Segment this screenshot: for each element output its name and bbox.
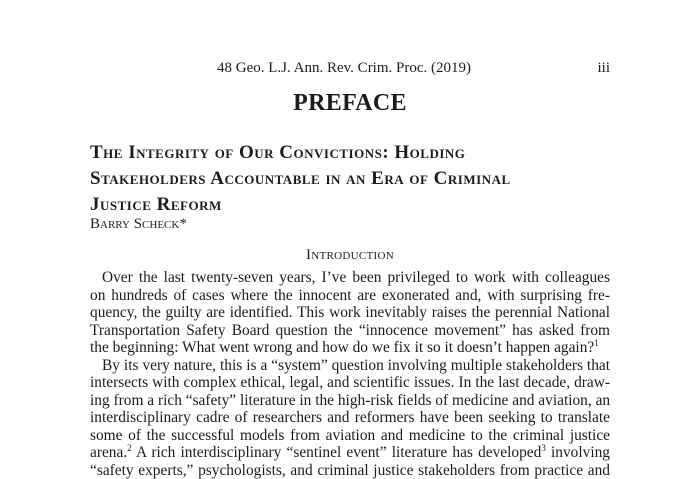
body-text	[90, 269, 610, 479]
text-line: some of the successful models from aviation and medicine to the criminal justice	[90, 427, 610, 445]
article-title-line: Justice Reform	[90, 192, 610, 218]
text-line: intersects with complex ethical, legal, and scientific issues. In the last decade, draw-	[90, 374, 610, 392]
paragraph	[90, 269, 610, 357]
text-line: Over the last twenty-seven years, I’ve been privileged to work with colleagues	[90, 269, 610, 287]
article-title-line: Stakeholders Accountable in an Era of Criminal	[90, 166, 610, 192]
text-line: interdisciplinary cadre of researchers and reformers have been seeking to translate	[90, 409, 610, 427]
article-title	[90, 140, 610, 218]
text-line: Transportation Safety Board question the “innocence movement” has asked from	[90, 322, 610, 340]
text-line: “safety experts,” psychologists, and criminal justice stakeholders from practice and	[90, 462, 610, 479]
text-span: the beginning: What went wrong and how do we fix it so it doesn’t happen again?	[90, 339, 594, 356]
preface-title: PREFACE	[90, 88, 610, 118]
article-title-line: The Integrity of Our Convictions: Holding	[90, 140, 610, 166]
text-line	[90, 444, 610, 462]
footnote-marker[interactable]: 1	[594, 338, 599, 348]
author-name: Barry Scheck*	[90, 215, 187, 233]
text-line	[90, 339, 610, 357]
text-line: on hundreds of cases where the innocent are exonerated and, with surprising fre-	[90, 287, 610, 305]
text-line: ing from a rich “safety” literature in the high-risk fields of medicine and aviation, an	[90, 392, 610, 410]
text-span: A rich interdisciplinary “sentinel event” literature has developed	[132, 444, 542, 461]
text-span: involving	[546, 444, 610, 461]
footnote-marker[interactable]: 3	[541, 443, 546, 453]
paragraph	[90, 357, 610, 479]
section-heading: Introduction	[90, 245, 610, 265]
footnote-marker[interactable]: 2	[127, 443, 132, 453]
page-number: iii	[597, 58, 610, 78]
journal-citation: 48 Geo. L.J. Ann. Rev. Crim. Proc. (2019)	[217, 58, 471, 78]
text-line: quency, the guilty are identified. This work inevitably raises the perennial National	[90, 304, 610, 322]
text-span: arena.	[90, 444, 127, 461]
text-line: By its very nature, this is a “system” question involving multiple stakeholders that	[90, 357, 610, 375]
